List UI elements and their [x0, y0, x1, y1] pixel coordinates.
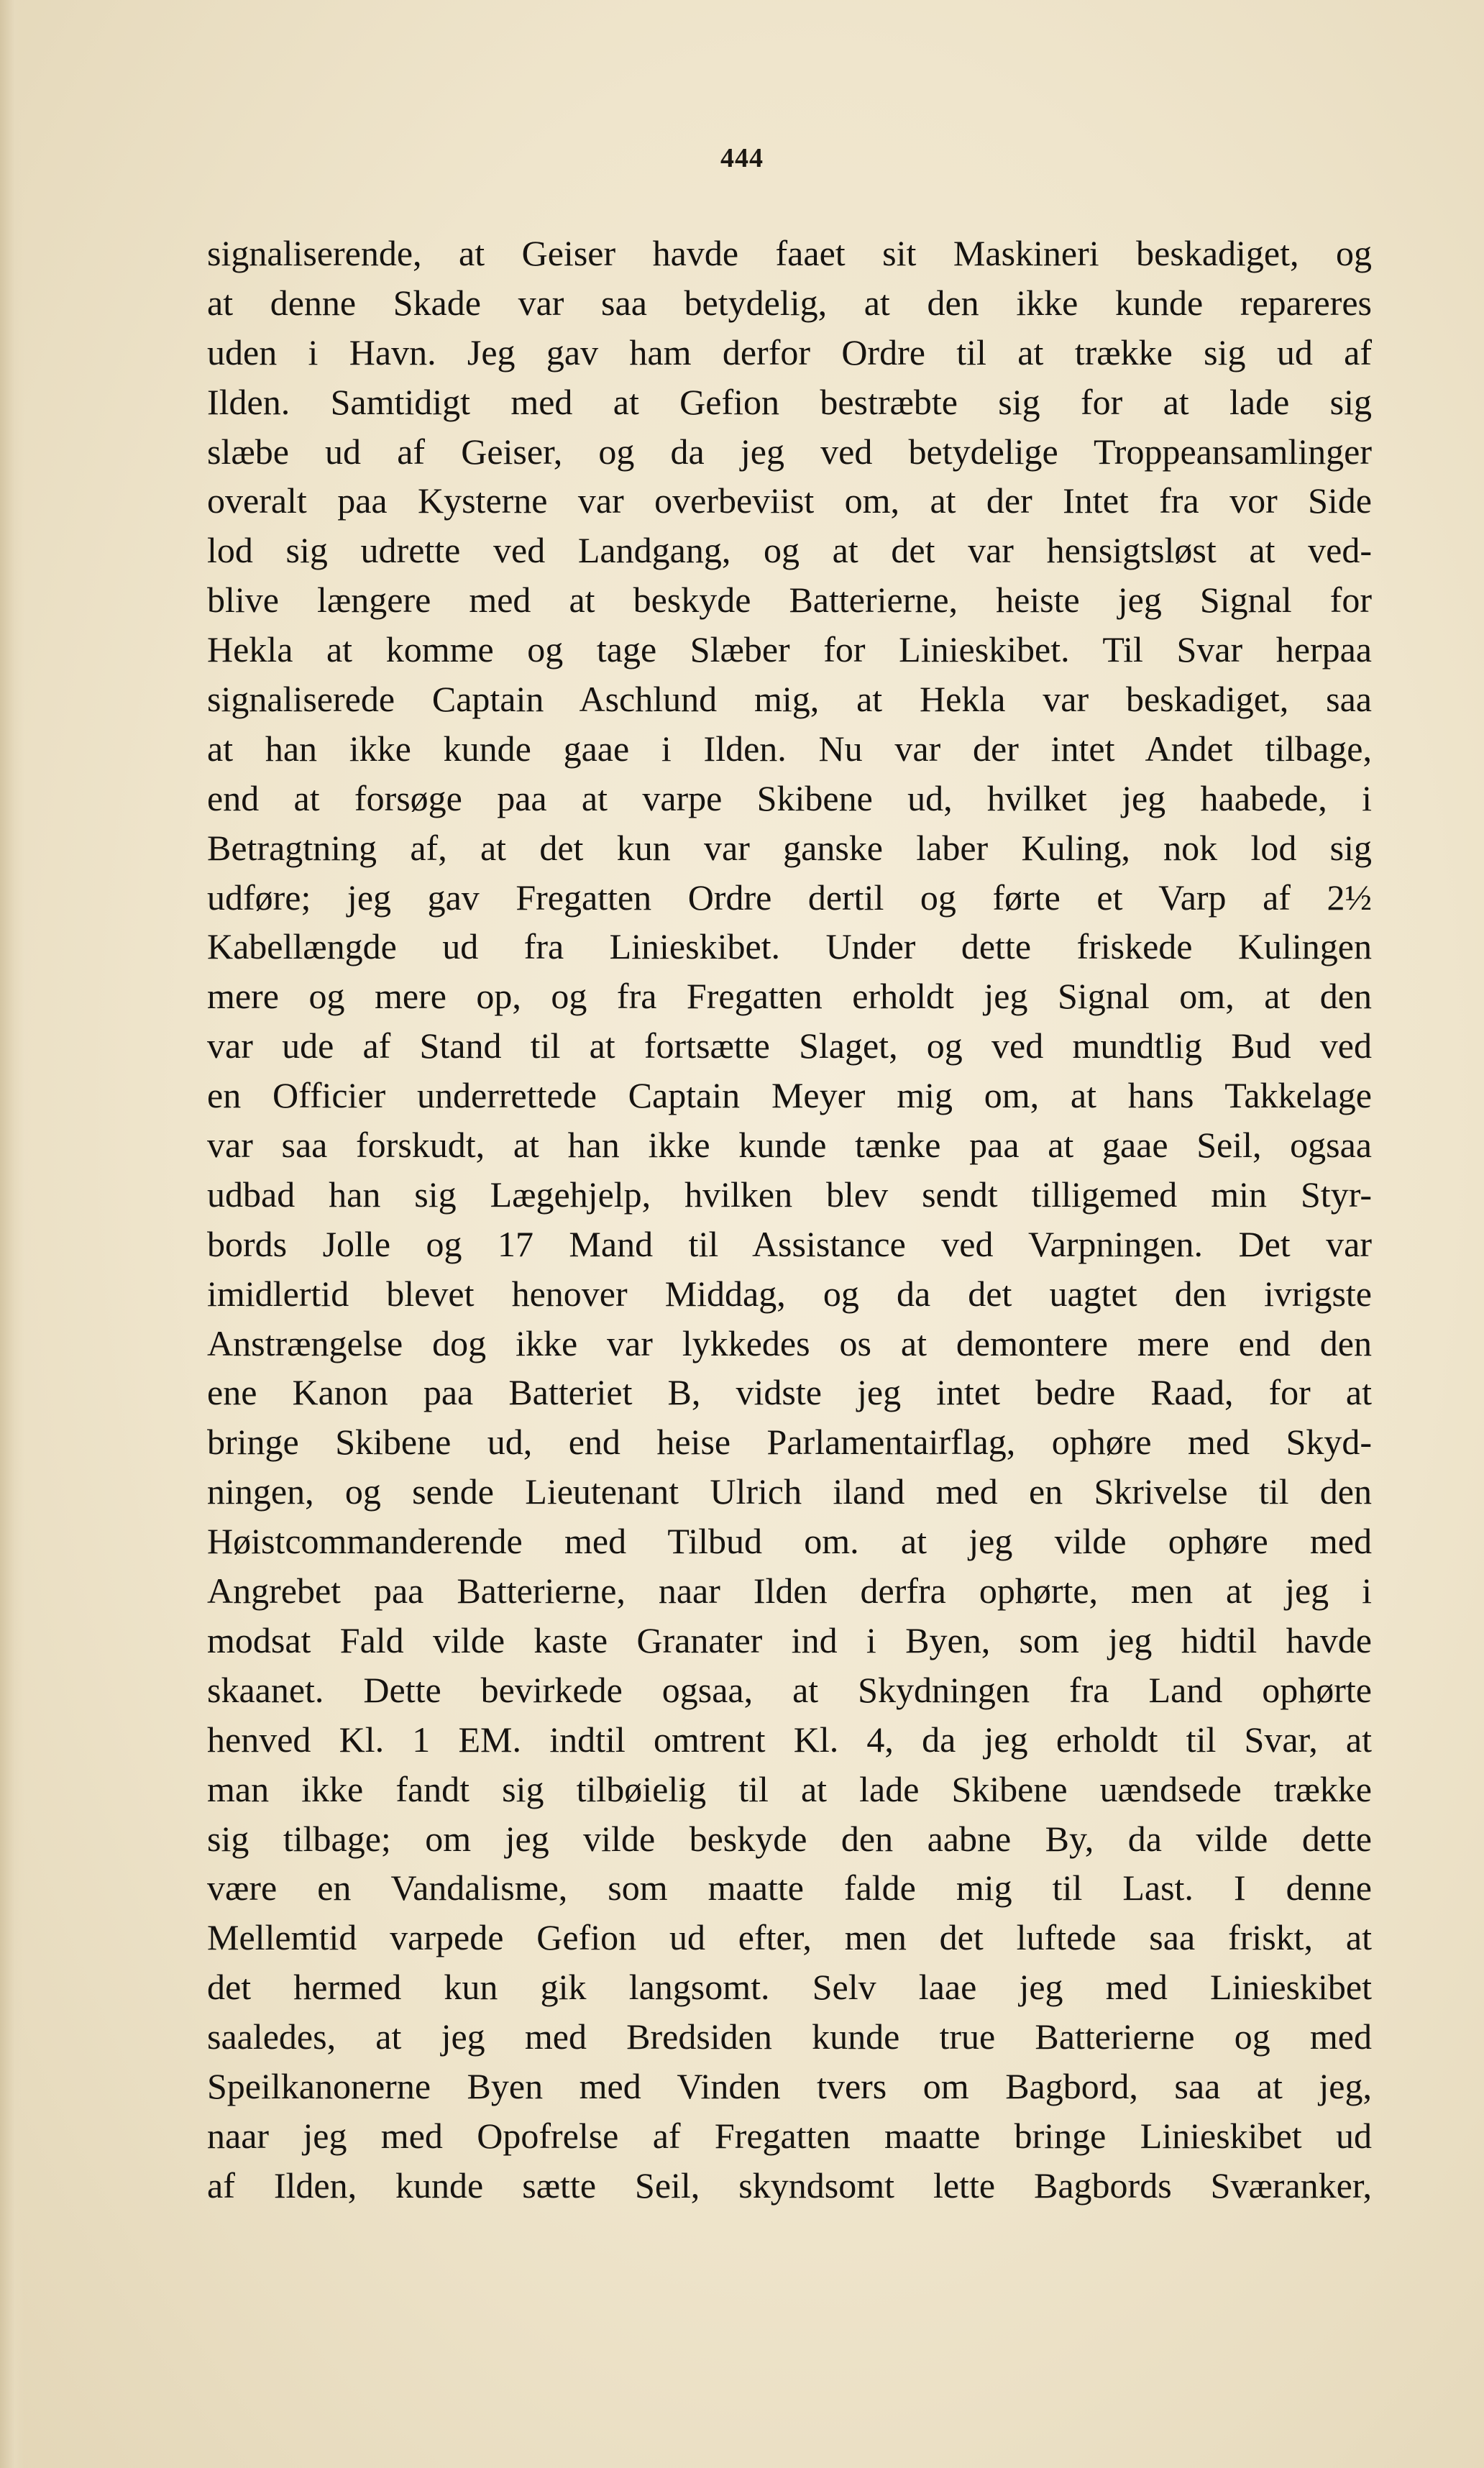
text-line: Ilden. Samtidigt med at Gefion bestræbte sig for at lade sig [207, 381, 1372, 422]
text-line: signaliserede Captain Aschlund mig, at Hekla var beskadiget, saa [207, 679, 1372, 720]
text-line: ningen, og sende Lieutenant Ulrich iland med en Skrivelse til den [207, 1471, 1372, 1512]
text-line: Mellemtid varpede Gefion ud efter, men det luftede saa friskt, at [207, 1917, 1372, 1958]
body-text [207, 229, 1372, 2211]
text-line: lod sig udrette ved Landgang, og at det var hensigtsløst at ved- [207, 530, 1372, 571]
text-line: ene Kanon paa Batteriet B, vidste jeg intet bedre Raad, for at [207, 1372, 1372, 1413]
text-line: udføre; jeg gav Fregatten Ordre dertil og førte et Varp af 2½ [207, 877, 1372, 918]
text-line: udbad han sig Lægehjelp, hvilken blev sendt tilligemed min Styr- [207, 1174, 1372, 1215]
text-line: bringe Skibene ud, end heise Parlamentairflag, ophøre med Skyd- [207, 1422, 1372, 1463]
text-line: blive længere med at beskyde Batterierne, heiste jeg Signal for [207, 580, 1372, 621]
text-line: saaledes, at jeg med Bredsiden kunde true Batterierne og med [207, 2016, 1372, 2057]
text-line: var ude af Stand til at fortsætte Slaget, og ved mundtlig Bud ved [207, 1025, 1372, 1066]
text-line: naar jeg med Opofrelse af Fregatten maatte bringe Linieskibet ud [207, 2115, 1372, 2156]
text-line: henved Kl. 1 EM. indtil omtrent Kl. 4, da jeg erholdt til Svar, at [207, 1719, 1372, 1760]
text-line: at han ikke kunde gaae i Ilden. Nu var der intet Andet tilbage, [207, 728, 1372, 769]
text-line: var saa forskudt, at han ikke kunde tænke paa at gaae Seil, ogsaa [207, 1125, 1372, 1166]
page-binding-edge [0, 0, 24, 2468]
text-line: Angrebet paa Batterierne, naar Ilden derfra ophørte, men at jeg i [207, 1571, 1372, 1612]
text-line: bords Jolle og 17 Mand til Assistance ved Varpningen. Det var [207, 1223, 1372, 1264]
text-line: sig tilbage; om jeg vilde beskyde den aabne By, da vilde dette [207, 1818, 1372, 1859]
text-line: man ikke fandt sig tilbøielig til at lade Skibene uændsede trække [207, 1768, 1372, 1809]
text-line: Kabellængde ud fra Linieskibet. Under dette friskede Kulingen [207, 926, 1372, 967]
text-line: at denne Skade var saa betydelig, at den ikke kunde repareres [207, 282, 1372, 323]
text-line: være en Vandalisme, som maatte falde mig til Last. I denne [207, 1868, 1372, 1909]
text-line: Hekla at komme og tage Slæber for Linieskibet. Til Svar herpaa [207, 629, 1372, 670]
text-line: slæbe ud af Geiser, og da jeg ved betydelige Troppeansamlinger [207, 431, 1372, 472]
text-line: modsat Fald vilde kaste Granater ind i Byen, som jeg hidtil havde [207, 1619, 1372, 1660]
text-line: mere og mere op, og fra Fregatten erholdt jeg Signal om, at den [207, 976, 1372, 1017]
text-line: skaanet. Dette bevirkede ogsaa, at Skydningen fra Land ophørte [207, 1669, 1372, 1710]
text-line: en Officier underrettede Captain Meyer mig om, at hans Takkelage [207, 1075, 1372, 1116]
text-line: end at forsøge paa at varpe Skibene ud, hvilket jeg haabede, i [207, 777, 1372, 818]
text-line: uden i Havn. Jeg gav ham derfor Ordre til at trække sig ud af [207, 332, 1372, 373]
text-line: Betragtning af, at det kun var ganske laber Kuling, nok lod sig [207, 827, 1372, 868]
text-line: Høistcommanderende med Tilbud om. at jeg vilde ophøre med [207, 1521, 1372, 1562]
text-line: signaliserende, at Geiser havde faaet sit Maskineri beskadiget, og [207, 233, 1372, 273]
text-line: imidlertid blevet henover Middag, og da det uagtet den ivrigste [207, 1273, 1372, 1314]
text-line: Speilkanonerne Byen med Vinden tvers om Bagbord, saa at jeg, [207, 2065, 1372, 2106]
text-line: Anstrængelse dog ikke var lykkedes os at demontere mere end den [207, 1322, 1372, 1363]
text-line: overalt paa Kysterne var overbeviist om, at der Intet fra vor Side [207, 480, 1372, 521]
text-line: det hermed kun gik langsomt. Selv laae jeg med Linieskibet [207, 1967, 1372, 2008]
text-line: af Ilden, kunde sætte Seil, skyndsomt lette Bagbords Sværanker, [207, 2165, 1372, 2206]
page-number: 444 [720, 143, 764, 173]
